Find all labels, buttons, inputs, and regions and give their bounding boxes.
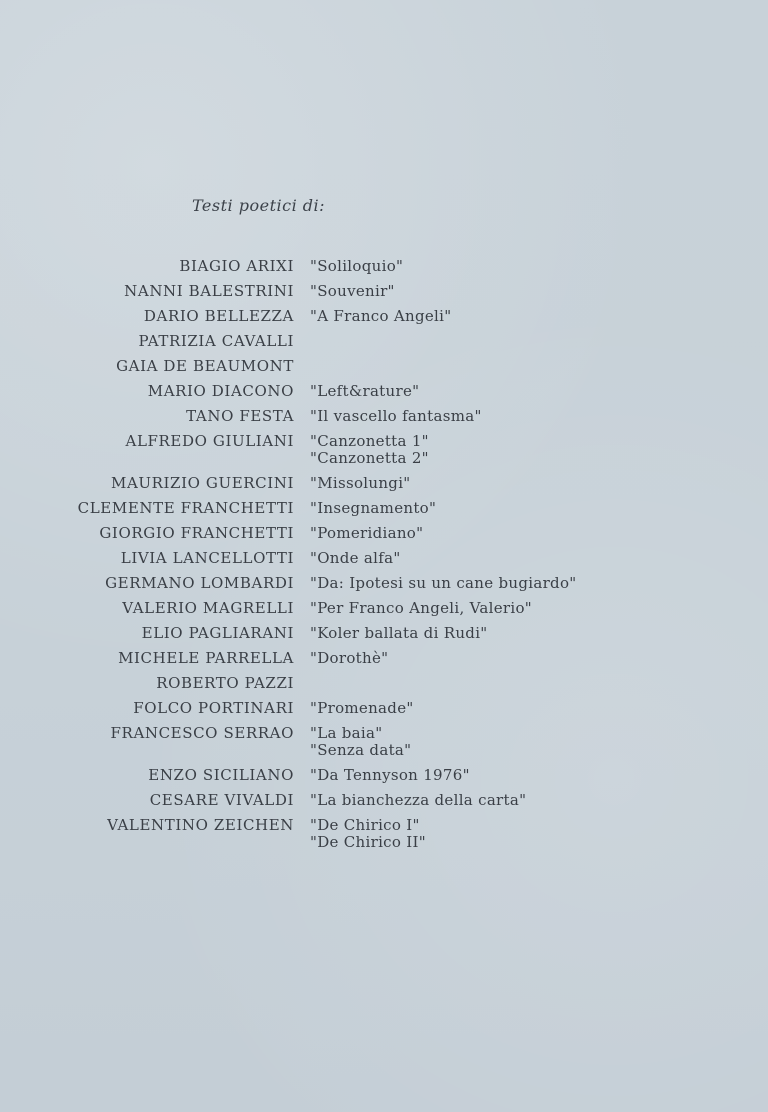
poem-titles	[310, 600, 532, 617]
author-name: DARIO BELLEZZA	[143, 307, 294, 325]
author-name: NANNI BALESTRINI	[124, 282, 294, 300]
poem-title: "De Chirico II"	[310, 833, 426, 851]
poem-title: "Da Tennyson 1976"	[310, 766, 470, 784]
author-name: CESARE VIVALDI	[149, 791, 294, 809]
poem-titles	[310, 308, 451, 325]
author-name: LIVIA LANCELLOTTI	[120, 549, 294, 567]
author-name: ALFREDO GIULIANI	[125, 432, 294, 450]
poem-title: "Missolungi"	[310, 474, 411, 492]
author-name: MARIO DIACONO	[147, 382, 294, 400]
list-item	[0, 283, 768, 300]
author-name: PATRIZIA CAVALLI	[138, 332, 294, 350]
poem-titles	[310, 575, 577, 592]
list-item	[0, 650, 768, 667]
poem-titles	[310, 767, 470, 784]
poem-title: "Da: Ipotesi su un cane bugiardo"	[310, 574, 577, 592]
poem-titles	[310, 700, 414, 717]
list-item	[0, 408, 768, 425]
poem-title: "Souvenir"	[310, 282, 395, 300]
poem-titles	[310, 383, 419, 400]
author-name: GAIA DE BEAUMONT	[116, 357, 294, 375]
poem-title: "Insegnamento"	[310, 499, 437, 517]
poem-titles	[310, 625, 488, 642]
poem-title: "La bianchezza della carta"	[310, 791, 527, 809]
author-name: CLEMENTE FRANCHETTI	[77, 499, 294, 517]
list-item	[0, 525, 768, 542]
author-name: MAURIZIO GUERCINI	[111, 474, 294, 492]
author-name: FOLCO PORTINARI	[133, 699, 294, 717]
list-item	[0, 383, 768, 400]
list-item	[0, 258, 768, 275]
list-item	[0, 308, 768, 325]
poem-title: "Left&rature"	[310, 382, 420, 400]
author-name: ENZO SICILIANO	[148, 766, 294, 784]
list-item	[0, 333, 768, 350]
poem-titles	[310, 650, 388, 667]
poem-titles	[310, 550, 401, 567]
list-item	[0, 792, 768, 809]
author-name: ROBERTO PAZZI	[156, 674, 294, 692]
author-name: ELIO PAGLIARANI	[141, 624, 294, 642]
page-heading: Testi poetici di:	[192, 196, 326, 215]
poem-titles	[310, 817, 426, 851]
list-item	[0, 600, 768, 617]
poem-titles	[310, 792, 526, 809]
list-item	[0, 817, 768, 851]
poem-title: "La baia"	[310, 724, 383, 742]
author-name: TANO FESTA	[186, 407, 294, 425]
poem-title: "A Franco Angeli"	[310, 307, 452, 325]
poem-titles	[310, 433, 429, 467]
list-item	[0, 725, 768, 759]
poem-titles	[310, 725, 411, 759]
poem-titles	[310, 258, 403, 275]
poem-title: "De Chirico I"	[310, 816, 420, 834]
list-item	[0, 700, 768, 717]
list-item	[0, 625, 768, 642]
list-item	[0, 433, 768, 467]
list-item	[0, 675, 768, 692]
poem-title: "Canzonetta 1"	[310, 432, 429, 450]
list-item	[0, 575, 768, 592]
poem-title: "Canzonetta 2"	[310, 449, 429, 467]
author-name: GIORGIO FRANCHETTI	[99, 524, 294, 542]
poem-title: "Il vascello fantasma"	[310, 407, 482, 425]
author-name: FRANCESCO SERRAO	[110, 724, 294, 742]
poem-titles	[310, 475, 411, 492]
poem-title: "Pomeridiano"	[310, 524, 424, 542]
poem-title: "Senza data"	[310, 741, 412, 759]
poem-titles	[310, 283, 395, 300]
poem-title: "Onde alfa"	[310, 549, 401, 567]
author-list	[0, 258, 768, 859]
list-item	[0, 550, 768, 567]
poem-titles	[310, 525, 423, 542]
poem-titles	[310, 500, 436, 517]
poem-title: "Per Franco Angeli, Valerio"	[310, 599, 532, 617]
poem-title: "Dorothè"	[310, 649, 389, 667]
list-item	[0, 767, 768, 784]
poem-title: "Koler ballata di Rudi"	[310, 624, 488, 642]
author-name: VALERIO MAGRELLI	[122, 599, 294, 617]
list-item	[0, 358, 768, 375]
author-name: VALENTINO ZEICHEN	[107, 816, 294, 834]
author-name: GERMANO LOMBARDI	[105, 574, 294, 592]
author-name: BIAGIO ARIXI	[179, 257, 294, 275]
list-item	[0, 500, 768, 517]
poem-title: "Soliloquio"	[310, 257, 404, 275]
poem-titles	[310, 408, 482, 425]
poem-title: "Promenade"	[310, 699, 414, 717]
list-item	[0, 475, 768, 492]
author-name: MICHELE PARRELLA	[118, 649, 294, 667]
